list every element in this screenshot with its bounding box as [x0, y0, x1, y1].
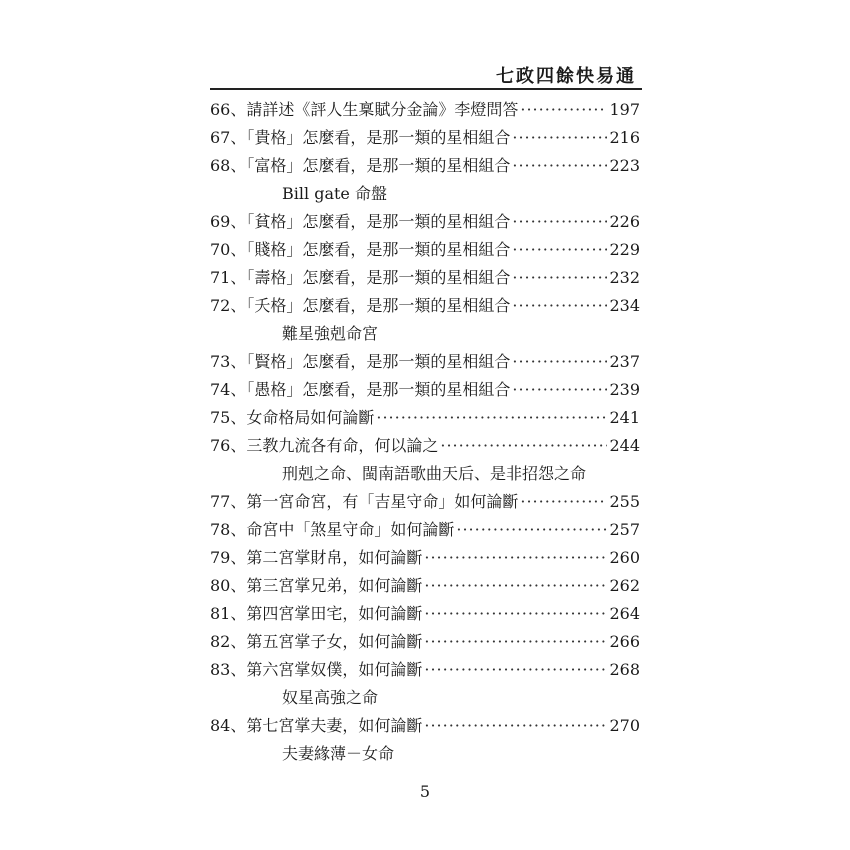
toc-entry-page: 262 — [609, 576, 640, 595]
toc-entry — [210, 348, 640, 376]
toc-entry-title: 、第三宮掌兄弟，如何論斷 — [230, 576, 423, 595]
toc-entry-title: 、「賤格」怎麼看，是那一類的星相組合 — [230, 240, 511, 259]
dot-leader — [520, 488, 607, 516]
toc-subentry — [210, 320, 640, 348]
toc-entry-page: 197 — [609, 100, 640, 119]
toc-entry-number: 75 — [210, 408, 231, 427]
toc-entry-page: 223 — [609, 156, 640, 175]
toc-entry — [210, 292, 640, 320]
toc-entry-title: 、第五宮掌子女，如何論斷 — [230, 632, 423, 651]
toc-entry-number: 76 — [210, 436, 231, 455]
toc-entry-title: 、第二宮掌財帛，如何論斷 — [230, 548, 423, 567]
toc-entry-number: 71 — [210, 268, 231, 287]
toc-entry-number: 68 — [210, 156, 231, 175]
toc-entry — [210, 488, 640, 516]
toc-entry-page: 255 — [609, 492, 640, 511]
toc-entry-page: 226 — [609, 212, 640, 231]
toc-entry-title: 、女命格局如何論斷 — [230, 408, 375, 427]
toc-entry-number: 79 — [210, 548, 231, 567]
dot-leader — [512, 236, 607, 264]
toc-entry-number: 70 — [210, 240, 231, 259]
toc-entry — [210, 544, 640, 572]
dot-leader — [512, 292, 607, 320]
toc-entry-page: 257 — [609, 520, 640, 539]
toc-entry — [210, 96, 640, 124]
toc-entry-title: 、第七宮掌夫妻，如何論斷 — [230, 716, 423, 735]
dot-leader — [424, 628, 607, 656]
toc-entry-page: 264 — [609, 604, 640, 623]
dot-leader — [424, 656, 607, 684]
toc-entry-number: 84 — [210, 716, 231, 735]
toc-entry — [210, 628, 640, 656]
toc-entry-title: 、「貴格」怎麼看，是那一類的星相組合 — [230, 128, 511, 147]
toc-subentry-text: Bill gate 命盤 — [282, 184, 387, 203]
toc-subentry-text: 刑剋之命、閩南語歌曲天后、是非招怨之命 — [282, 464, 587, 483]
toc-entry-number: 81 — [210, 604, 231, 623]
toc-entry-title: 、「壽格」怎麼看，是那一類的星相組合 — [230, 268, 511, 287]
dot-leader — [424, 600, 607, 628]
toc-entry — [210, 600, 640, 628]
toc-entry — [210, 572, 640, 600]
toc-entry-number: 66 — [210, 100, 231, 119]
toc-entry-title: 、命宮中「煞星守命」如何論斷 — [230, 520, 455, 539]
book-title: 七政四餘快易通 — [496, 66, 636, 87]
toc-entry-page: 216 — [609, 128, 640, 147]
toc-entry-number: 82 — [210, 632, 231, 651]
toc-entry-title: 、「貧格」怎麼看，是那一類的星相組合 — [230, 212, 511, 231]
toc-entry-number: 77 — [210, 492, 231, 511]
dot-leader — [512, 376, 607, 404]
dot-leader — [440, 432, 607, 460]
running-header — [210, 60, 642, 90]
toc-subentry-text: 夫妻緣薄－女命 — [282, 744, 395, 763]
toc-entry-title: 、「愚格」怎麼看，是那一類的星相組合 — [230, 380, 511, 399]
toc-entry-number: 72 — [210, 296, 231, 315]
toc-subentry-text: 難星強剋命宮 — [282, 324, 379, 343]
dot-leader — [512, 208, 607, 236]
toc-entry — [210, 264, 640, 292]
toc-entry-number: 83 — [210, 660, 231, 679]
toc-entry-page: 244 — [609, 436, 640, 455]
toc-entry — [210, 152, 640, 180]
toc-entry — [210, 208, 640, 236]
dot-leader — [512, 264, 607, 292]
toc-entry-title: 、「賢格」怎麼看，是那一類的星相組合 — [230, 352, 511, 371]
toc-entry-title: 、三教九流各有命，何以論之 — [230, 436, 439, 455]
toc-subentry-text: 奴星高強之命 — [282, 688, 379, 707]
dot-leader — [512, 348, 607, 376]
toc-entry — [210, 656, 640, 684]
toc-entry — [210, 516, 640, 544]
dot-leader — [424, 572, 607, 600]
toc-entry-title: 、第四宮掌田宅，如何論斷 — [230, 604, 423, 623]
toc-entry-page: 270 — [609, 716, 640, 735]
toc-entry-page: 234 — [609, 296, 640, 315]
toc-entry-title: 、第一宮命宮，有「吉星守命」如何論斷 — [230, 492, 519, 511]
toc-entry — [210, 376, 640, 404]
toc-entry — [210, 236, 640, 264]
toc-entry-title: 、「富格」怎麼看，是那一類的星相組合 — [230, 156, 511, 175]
toc-subentry — [210, 460, 640, 488]
dot-leader — [520, 96, 607, 124]
toc-entry-number: 78 — [210, 520, 231, 539]
toc-entry-number: 73 — [210, 352, 231, 371]
toc-entry-title: 、第六宮掌奴僕，如何論斷 — [230, 660, 423, 679]
toc-subentry — [210, 180, 640, 208]
toc-entry-page: 266 — [609, 632, 640, 651]
toc-entry — [210, 712, 640, 740]
toc-entry-number: 69 — [210, 212, 231, 231]
table-of-contents — [210, 96, 640, 768]
toc-entry — [210, 404, 640, 432]
toc-entry-number: 67 — [210, 128, 231, 147]
dot-leader — [424, 544, 607, 572]
toc-entry — [210, 432, 640, 460]
toc-entry-title: 、請詳述《評人生稟賦分金論》李燈問答 — [230, 100, 519, 119]
toc-entry-number: 80 — [210, 576, 231, 595]
dot-leader — [512, 152, 607, 180]
dot-leader — [456, 516, 607, 544]
toc-entry-page: 260 — [609, 548, 640, 567]
dot-leader — [424, 712, 607, 740]
toc-subentry — [210, 684, 640, 712]
toc-entry — [210, 124, 640, 152]
toc-entry-title: 、「夭格」怎麼看，是那一類的星相組合 — [230, 296, 511, 315]
toc-entry-page: 268 — [609, 660, 640, 679]
toc-entry-page: 232 — [609, 268, 640, 287]
dot-leader — [512, 124, 607, 152]
toc-entry-page: 241 — [609, 408, 640, 427]
toc-entry-number: 74 — [210, 380, 231, 399]
dot-leader — [376, 404, 607, 432]
toc-entry-page: 229 — [609, 240, 640, 259]
toc-entry-page: 237 — [609, 352, 640, 371]
toc-entry-page: 239 — [609, 380, 640, 399]
page-number: 5 — [419, 782, 431, 801]
toc-subentry — [210, 740, 640, 768]
